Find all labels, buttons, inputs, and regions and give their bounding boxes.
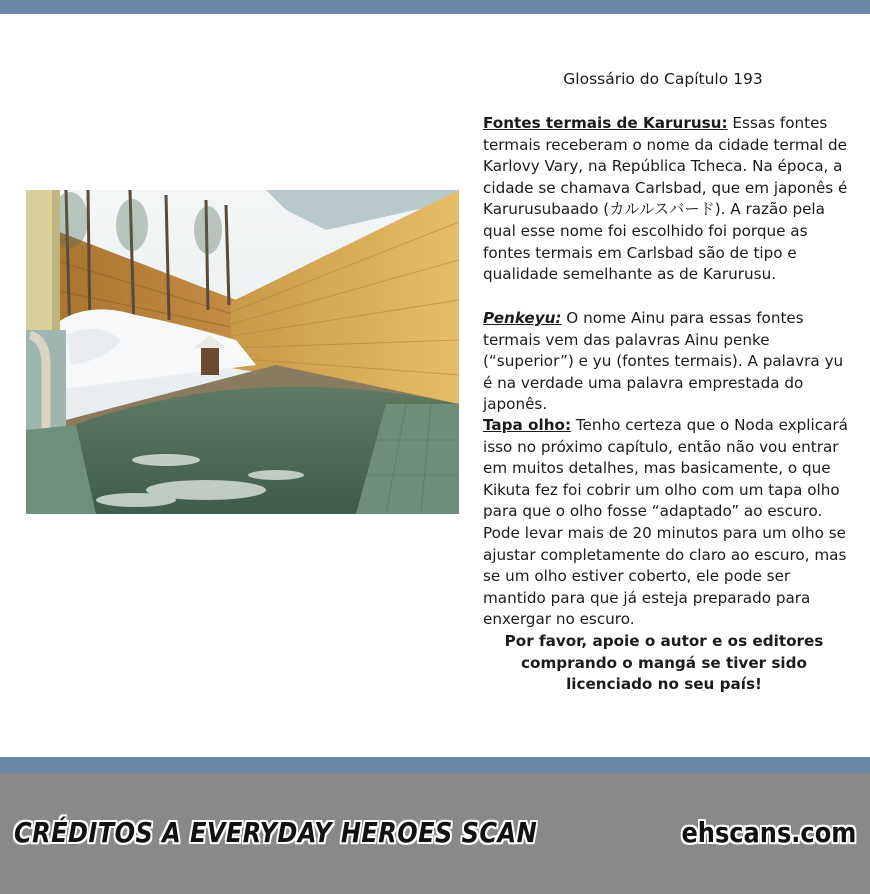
glossary-definition: Tenho certeza que o Noda explicará isso no próximo capítulo, então não vou entrar em muitos detalhes, mas basicamente, o que Kikuta fez foi cobrir um olho com um tapa olho para que o olho fosse “adaptado” ao escuro. Pode levar mais de 20 minutos para um olho se ajustar completamente do claro ao escuro, mas se um olho estiver coberto, ele pode ser mantido para que já esteja preparado para enxergar no escuro.	[483, 416, 848, 629]
scan-credits: CRÉDITOS A EVERYDAY HEROES SCAN	[14, 816, 538, 849]
glossary-term: Tapa olho:	[483, 416, 572, 434]
site-link[interactable]: ehscans.com	[681, 816, 856, 849]
glossary-entry-penkeyu	[483, 308, 855, 416]
glossary-term: Fontes termais de Karurusu:	[483, 114, 728, 132]
glossary-term: Penkeyu:	[483, 309, 562, 327]
support-message: Por favor, apoie o autor e os editores comprando o mangá se tiver sido licenciado no seu país!	[504, 632, 824, 694]
divider-band	[0, 757, 870, 773]
glossary-entry-karurusu	[483, 113, 855, 286]
top-band	[0, 0, 870, 14]
glossary-definition: Essas fontes termais receberam o nome da cidade termal de Karlovy Vary, na República Tcheca. Na época, a cidade se chamava Carlsbad, que em japonês é Karurusubaado (カルルスバード). A razão pela qual esse nome foi escolhido foi porque as fontes termais em Carlsbad são de tipo e qualidade semelhante as de Karurusu.	[483, 114, 848, 284]
glossary-title: Glossário do Capítulo 193	[563, 70, 763, 88]
glossary-entry-tapa-olho	[483, 415, 855, 631]
hot-spring-photo	[26, 190, 459, 514]
glossary-definition: O nome Ainu para essas fontes termais vem das palavras Ainu penke (“superior”) e yu (fontes termais). A palavra yu é na verdade uma palavra emprestada do japonês.	[483, 309, 844, 414]
